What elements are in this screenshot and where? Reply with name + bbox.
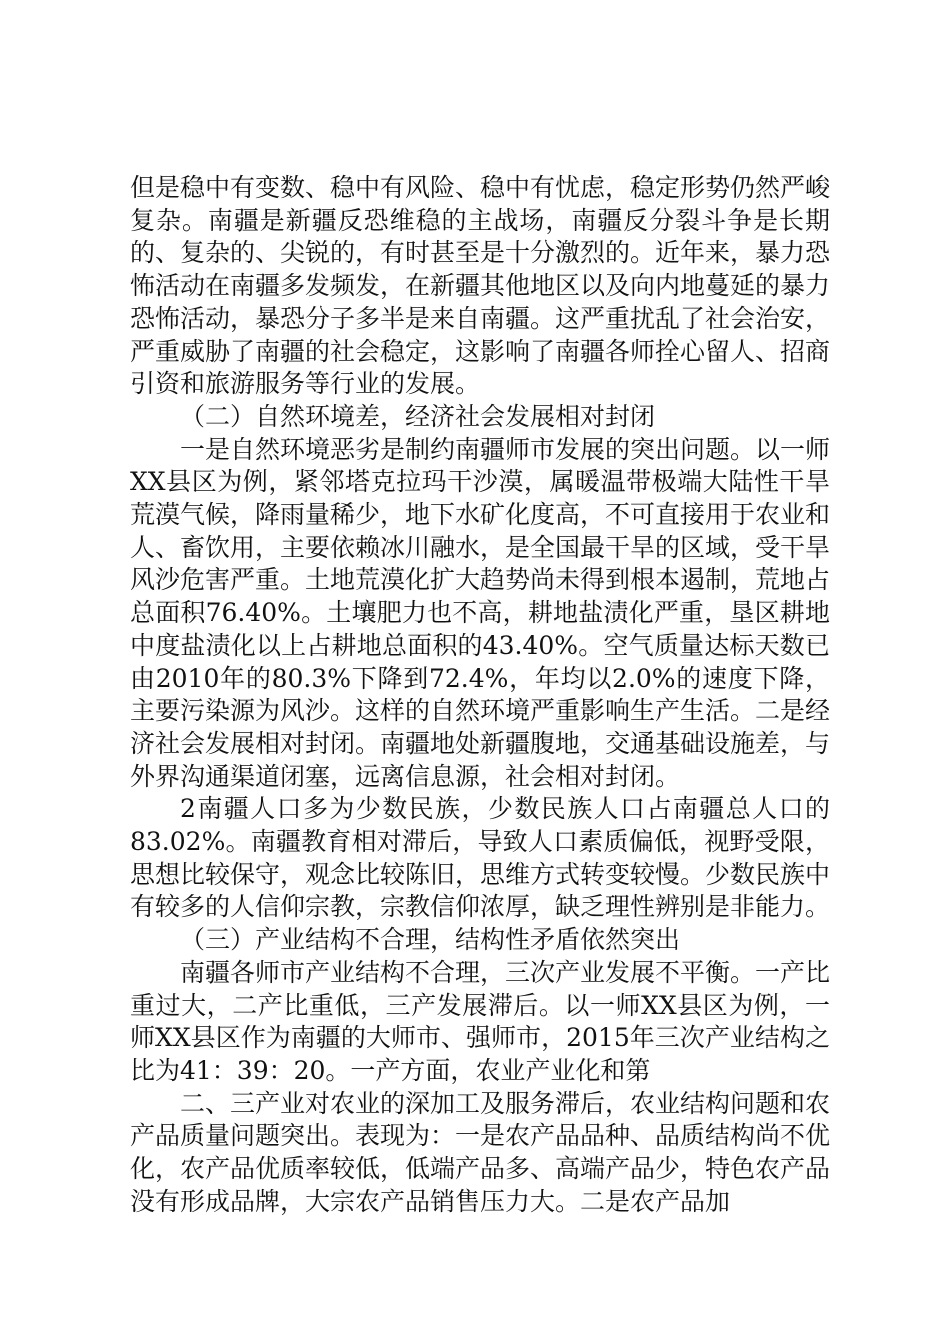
document-body	[130, 172, 830, 1219]
body-paragraph-7: 二、三产业对农业的深加工及服务滞后，农业结构问题和农产品质量问题突出。表现为：一是农产品品种、品质结构尚不优化，农产品优质率较低，低端产品多、高端产品少，特色农产品没有形成品牌，大宗农产品销售压力大。二是农产品加	[130, 1088, 831, 1216]
body-paragraph-3: 一是自然环境恶劣是制约南疆师市发展的突出问题。以一师XX县区为例，紧邻塔克拉玛干沙漠，属暖温带极端大陆性干旱荒漠气候，降雨量稀少，地下水矿化度高，不可直接用于农业和人、畜饮用，主要依赖冰川融水，是全国最干旱的区域，受干旱风沙危害严重。土地荒漠化扩大趋势尚未得到根本遏制，荒地占总面积76.40%。土壤肥力也不高，耕地盐渍化严重，垦区耕地中度盐渍化以上占耕地总面积的43.40%。空气质量达标天数已由2010年的80.3%下降到72.4%，年均以2.0%的速度下降，主要污染源为风沙。这样的自然环境严重影响生产生活。二是经济社会发展相对封闭。南疆地处新疆腹地，交通基础设施差，与外界沟通渠道闭塞，远离信息源，社会相对封闭。	[130, 434, 831, 791]
section-heading-3: （三）产业结构不合理，结构性矛盾依然突出	[180, 925, 681, 955]
section-heading-2: （二）自然环境差，经济社会发展相对封闭	[180, 401, 656, 431]
body-paragraph-6: 南疆各师市产业结构不合理，三次产业发展不平衡。一产比重过大，二产比重低，三产发展滞后。以一师XX县区为例，一师XX县区作为南疆的大师市、强师市，2015年三次产业结构之比为41：39：20。一产方面，农业产业化和第	[130, 957, 831, 1085]
body-paragraph-4: 2南疆人口多为少数民族，少数民族人口占南疆总人口的83.02%。南疆教育相对滞后，导致人口素质偏低，视野受限，思想比较保守，观念比较陈旧，思维方式转变较慢。少数民族中有较多的人信仰宗教，宗教信仰浓厚，缺乏理性辨别是非能力。	[130, 794, 831, 922]
body-paragraph-1: 但是稳中有变数、稳中有风险、稳中有忧虑，稳定形势仍然严峻复杂。南疆是新疆反恐维稳的主战场，南疆反分裂斗争是长期的、复杂的、尖锐的，有时甚至是十分激烈的。近年来，暴力恐怖活动在南疆多发频发，在新疆其他地区以及向内地蔓延的暴力恐怖活动，暴恐分子多半是来自南疆。这严重扰乱了社会治安，严重威胁了南疆的社会稳定，这影响了南疆各师拴心留人、招商引资和旅游服务等行业的发展。	[130, 173, 831, 399]
